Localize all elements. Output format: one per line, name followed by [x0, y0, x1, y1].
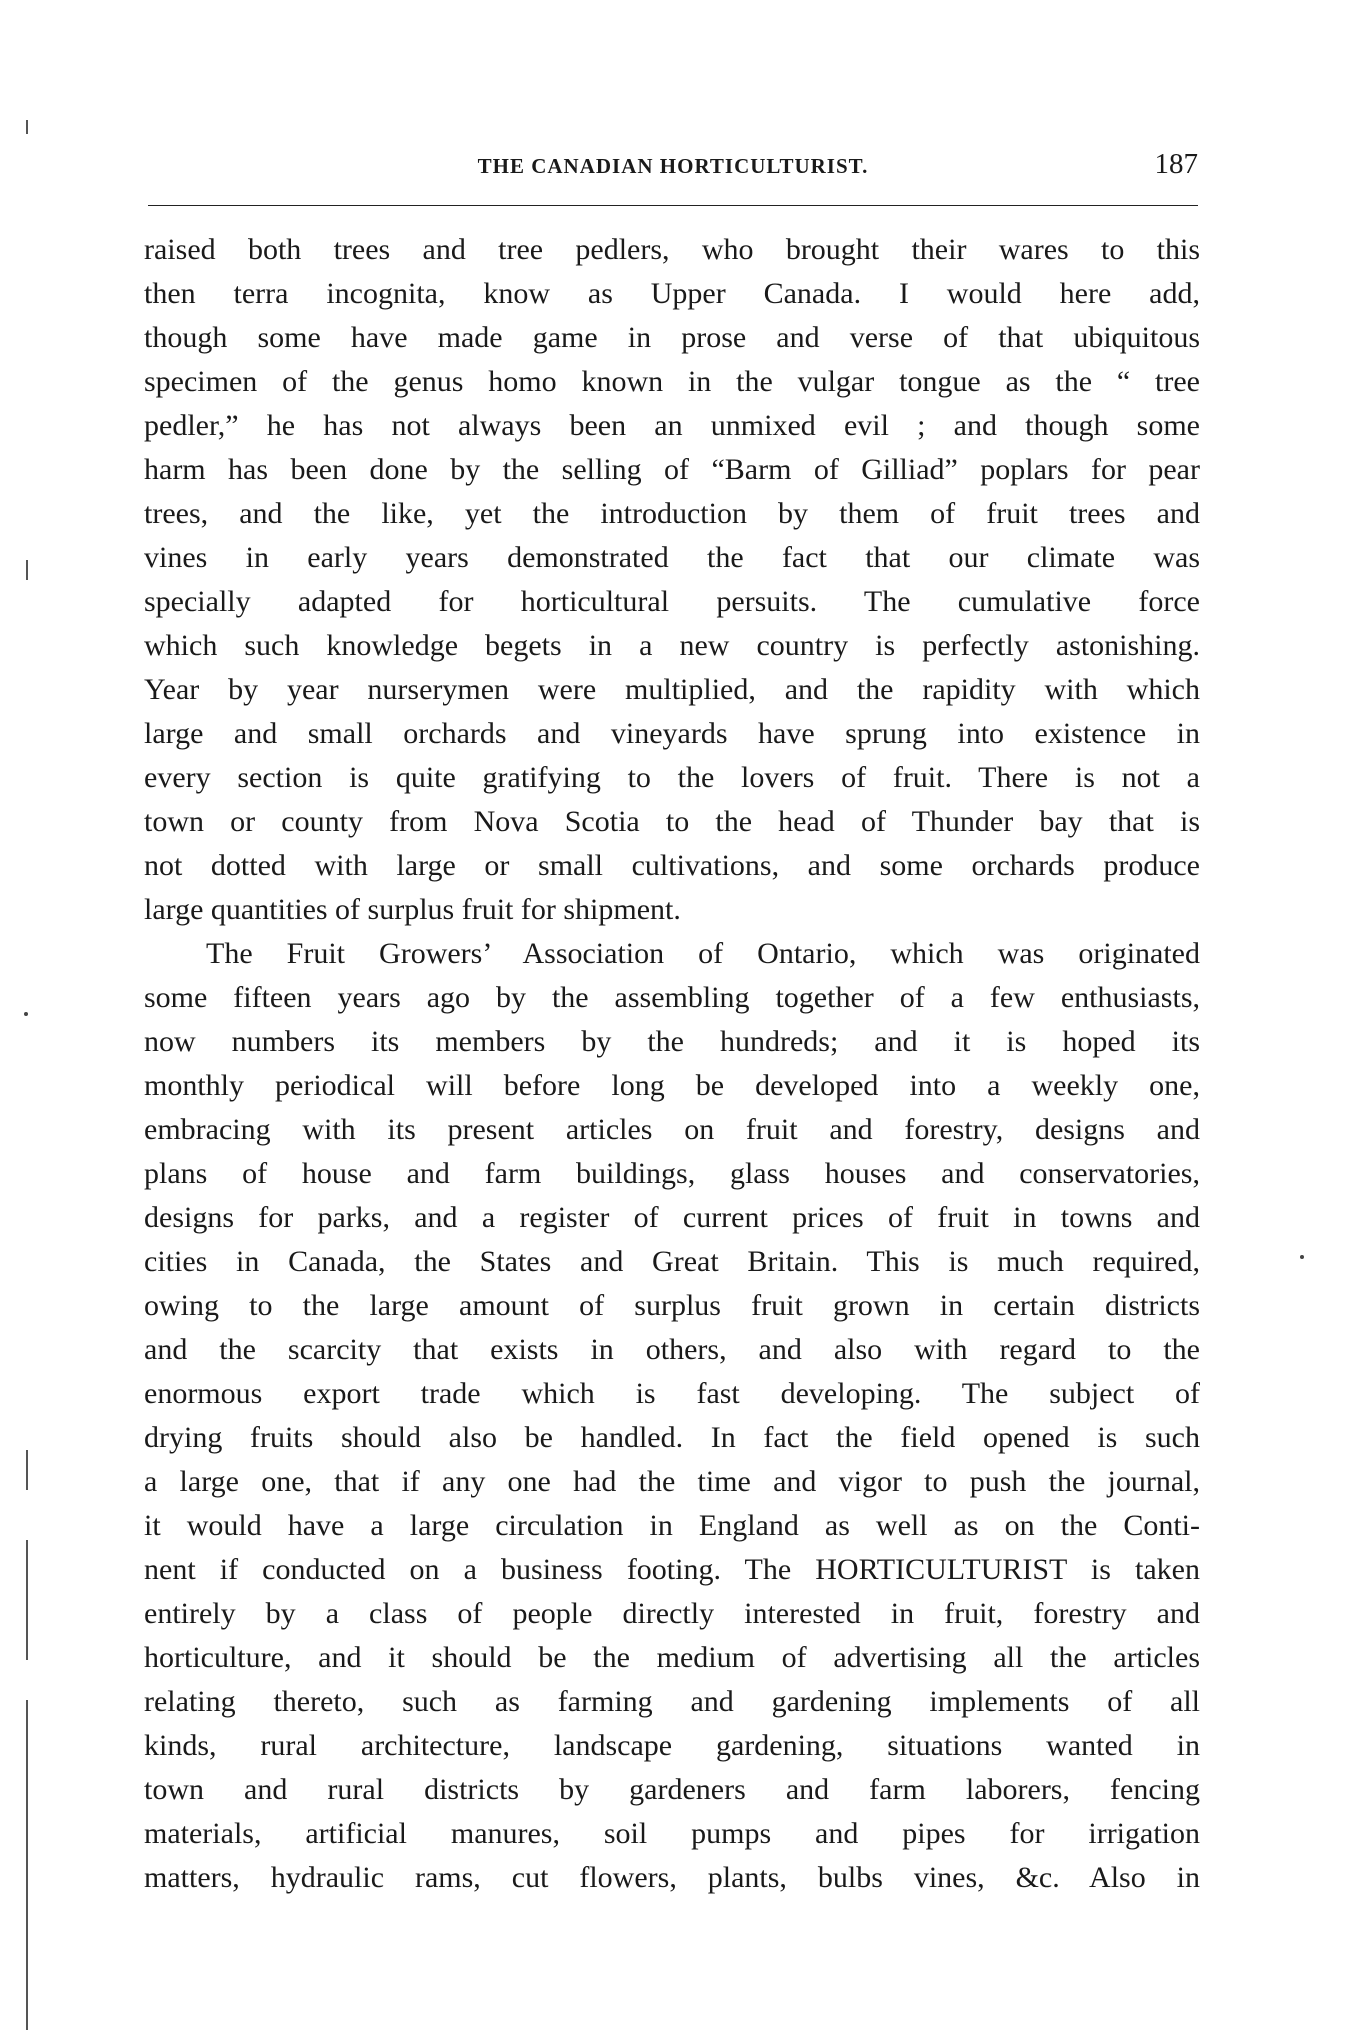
text-line: some fifteen years ago by the assembling together of a few enthusiasts,	[144, 981, 1200, 1014]
text-line: then terra incognita, know as Upper Canada. I would here add,	[144, 277, 1200, 310]
margin-tick	[26, 120, 28, 134]
margin-rule	[26, 1700, 28, 2030]
text-line: matters, hydraulic rams, cut flowers, plants, bulbs vines, &c. Also in	[144, 1861, 1200, 1894]
text-line: designs for parks, and a register of current prices of fruit in towns and	[144, 1201, 1200, 1234]
text-line: enormous export trade which is fast developing. The subject of	[144, 1377, 1200, 1410]
text-line: a large one, that if any one had the time and vigor to push the journal,	[144, 1465, 1200, 1498]
running-title: THE CANADIAN HORTICULTURIST.	[477, 154, 869, 178]
text-line: town and rural districts by gardeners and farm laborers, fencing	[144, 1773, 1200, 1806]
margin-tick	[26, 1450, 28, 1490]
text-line: it would have a large circulation in England as well as on the Conti-	[144, 1509, 1200, 1542]
text-line: specially adapted for horticultural persuits. The cumulative force	[144, 585, 1200, 618]
text-line: raised both trees and tree pedlers, who brought their wares to this	[144, 233, 1200, 266]
text-line: owing to the large amount of surplus fruit grown in certain districts	[144, 1289, 1200, 1322]
text-line: drying fruits should also be handled. In fact the field opened is such	[144, 1421, 1200, 1454]
text-line: relating thereto, such as farming and gardening implements of all	[144, 1685, 1200, 1718]
text-line: vines in early years demonstrated the fact that our climate was	[144, 541, 1200, 574]
text-line: pedler,” he has not always been an unmixed evil ; and though some	[144, 409, 1200, 442]
text-line: harm has been done by the selling of “Barm of Gilliad” poplars for pear	[144, 453, 1200, 486]
text-line: monthly periodical will before long be developed into a weekly one,	[144, 1069, 1200, 1102]
text-line: materials, artificial manures, soil pumps and pipes for irrigation	[144, 1817, 1200, 1850]
margin-dot	[24, 1012, 28, 1016]
text-line: now numbers its members by the hundreds; and it is hoped its	[144, 1025, 1200, 1058]
text-line: trees, and the like, yet the introduction by them of fruit trees and	[144, 497, 1200, 530]
text-line: town or county from Nova Scotia to the head of Thunder bay that is	[144, 805, 1200, 838]
text-line: embracing with its present articles on fruit and forestry, designs and	[144, 1113, 1200, 1146]
text-line: which such knowledge begets in a new country is perfectly astonishing.	[144, 629, 1200, 662]
text-line: plans of house and farm buildings, glass houses and conservatories,	[144, 1157, 1200, 1190]
paragraph-last-line: large quantities of surplus fruit for shipment.	[144, 893, 681, 926]
margin-tick	[26, 1540, 28, 1660]
scan-margin-marks	[18, 0, 38, 2029]
text-line: and the scarcity that exists in others, and also with regard to the	[144, 1333, 1200, 1366]
text-line: not dotted with large or small cultivations, and some orchards produce	[144, 849, 1200, 882]
text-line: cities in Canada, the States and Great Britain. This is much required,	[144, 1245, 1200, 1278]
header-rule	[148, 205, 1198, 206]
margin-tick	[26, 560, 28, 580]
text-line: though some have made game in prose and verse of that ubiquitous	[144, 321, 1200, 354]
text-line: horticulture, and it should be the medium of advertising all the articles	[144, 1641, 1200, 1674]
text-line: every section is quite gratifying to the lovers of fruit. There is not a	[144, 761, 1200, 794]
text-line: specimen of the genus homo known in the vulgar tongue as the “ tree	[144, 365, 1200, 398]
stray-dot	[1300, 1255, 1304, 1259]
running-head	[148, 148, 1198, 188]
text-line: entirely by a class of people directly interested in fruit, forestry and	[144, 1597, 1200, 1630]
text-line: nent if conducted on a business footing. The HORTICULTURIST is taken	[144, 1553, 1200, 1586]
text-line: Year by year nurserymen were multiplied, and the rapidity with which	[144, 673, 1200, 706]
body-text	[144, 228, 1200, 1900]
text-line: kinds, rural architecture, landscape gardening, situations wanted in	[144, 1729, 1200, 1762]
paragraph-first-line: The Fruit Growers’ Association of Ontario, which was originated	[206, 937, 1200, 970]
text-line: large and small orchards and vineyards have sprung into existence in	[144, 717, 1200, 750]
page-number: 187	[1154, 148, 1198, 180]
